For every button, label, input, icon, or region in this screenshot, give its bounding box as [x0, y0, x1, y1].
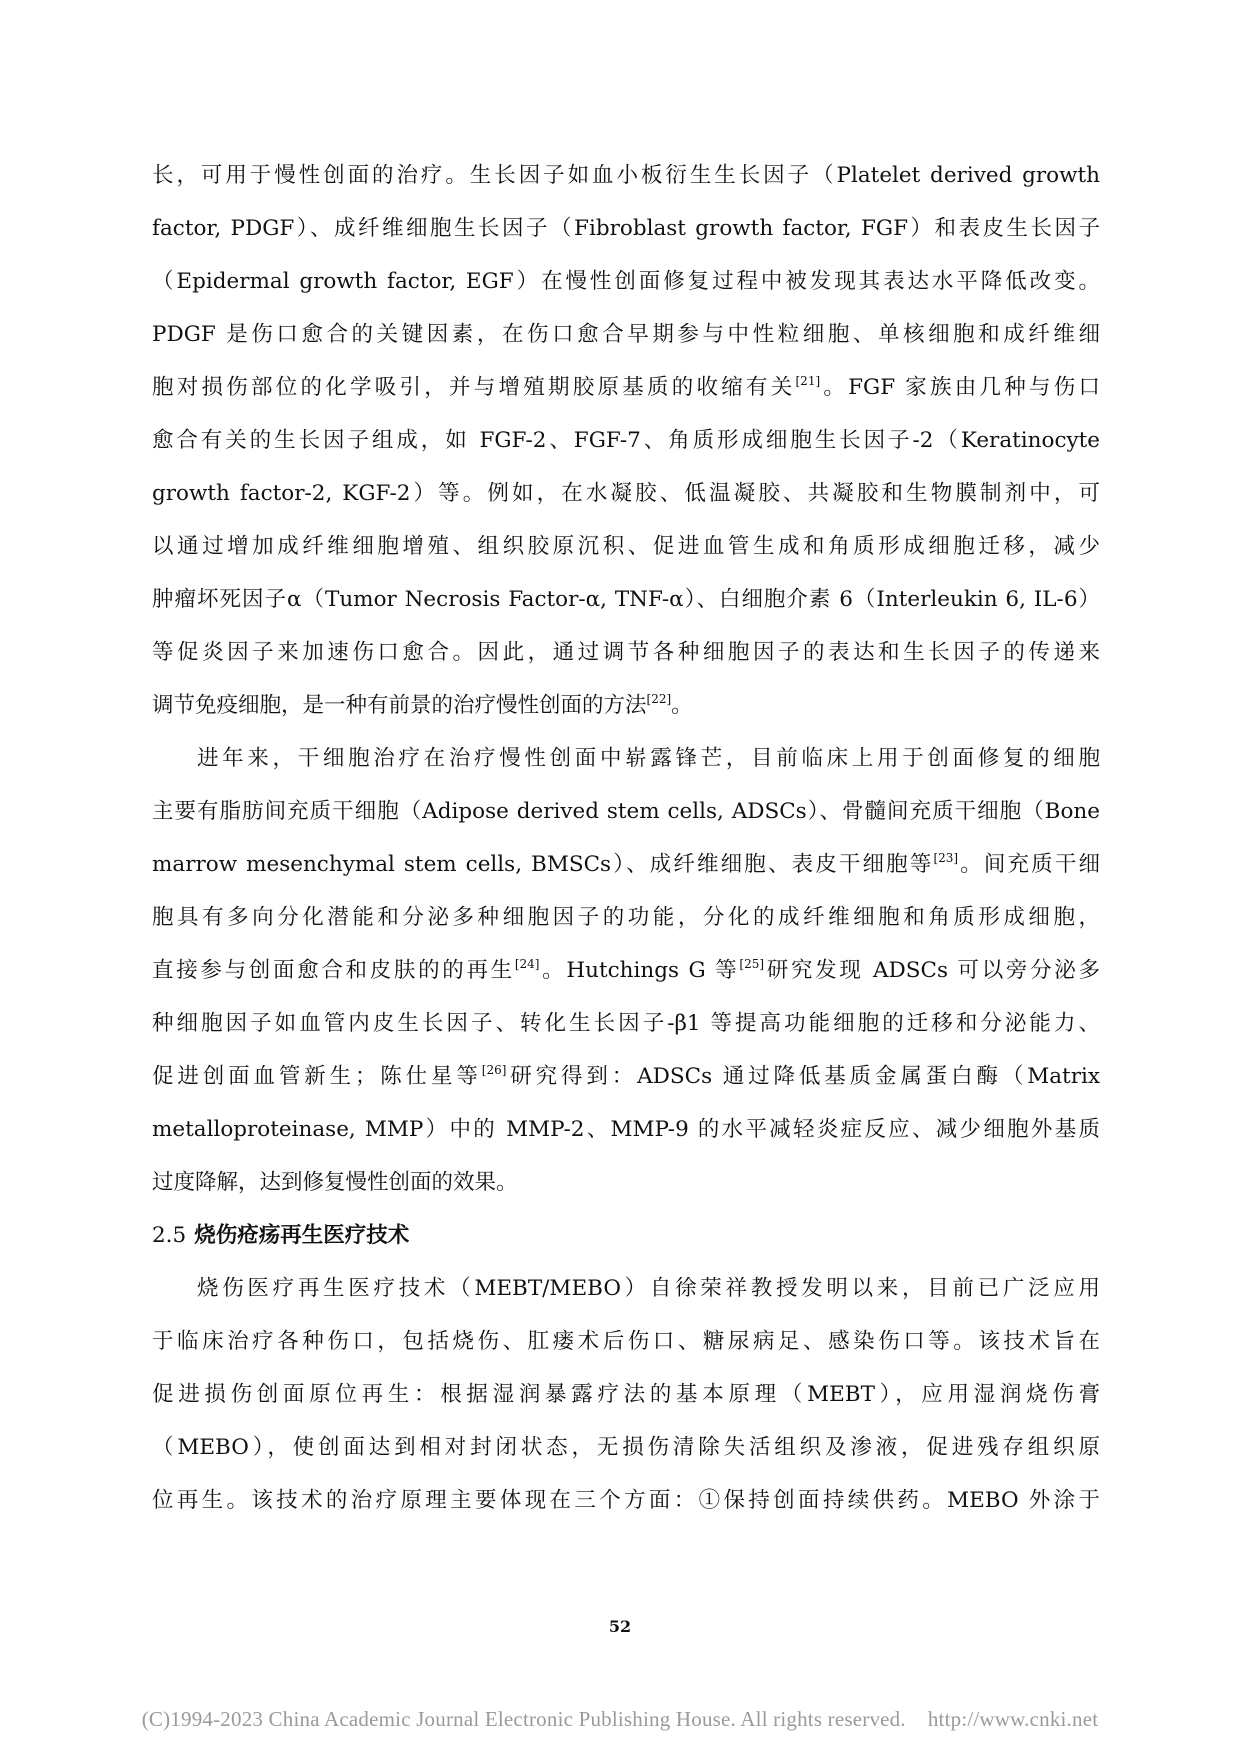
citation-ref[interactable]: [23] — [933, 851, 959, 865]
citation-ref[interactable]: [21] — [795, 374, 821, 388]
text-line: 长，可用于慢性创面的治疗。生长因子如血小板衍生生长因子（Platelet derived growth — [152, 163, 1100, 188]
section-number: 2.5 — [152, 1223, 187, 1248]
text-line: growth factor-2, KGF-2）等。例如，在水凝胶、低温凝胶、共凝胶和生物膜制剂中，可 — [152, 481, 1100, 506]
text-line: 调节免疫细胞，是一种有前景的治疗慢性创面的方法[22]。 — [152, 692, 693, 718]
text-line: 于临床治疗各种伤口，包括烧伤、肛瘘术后伤口、糖尿病足、感染伤口等。该技术旨在 — [152, 1329, 1100, 1354]
text-line: （MEBO），使创面达到相对封闭状态，无损伤清除失活组织及渗液，促进残存组织原 — [152, 1435, 1100, 1460]
citation-ref[interactable]: [22] — [646, 692, 672, 706]
text-line: factor, PDGF）、成纤维细胞生长因子（Fibroblast growth factor, FGF）和表皮生长因子 — [152, 216, 1100, 241]
text-line: 烧伤医疗再生医疗技术（MEBT/MEBO）自徐荣祥教授发明以来，目前已广泛应用 — [197, 1276, 1100, 1301]
text-line: 主要有脂肪间充质干细胞（Adipose derived stem cells, ADSCs）、骨髓间充质干细胞（Bone — [152, 799, 1100, 824]
text-line: 胞对损伤部位的化学吸引，并与增殖期胶原基质的收缩有关[21]。FGF 家族由几种与伤口 — [152, 374, 1100, 400]
citation-ref[interactable]: [26] — [481, 1063, 507, 1077]
text-line: 以通过增加成纤维细胞增殖、组织胶原沉积、促进血管生成和角质形成细胞迁移，减少 — [152, 534, 1100, 559]
text-line: 位再生。该技术的治疗原理主要体现在三个方面：①保持创面持续供药。MEBO 外涂于 — [152, 1488, 1100, 1513]
text-line: 进年来，干细胞治疗在治疗慢性创面中崭露锋芒，目前临床上用于创面修复的细胞 — [197, 746, 1100, 771]
citation-ref[interactable]: [24] — [514, 957, 540, 971]
text-line: （Epidermal growth factor, EGF）在慢性创面修复过程中被发现其表达水平降低改变。 — [152, 269, 1100, 294]
text-line: marrow mesenchymal stem cells, BMSCs）、成纤维细胞、表皮干细胞等[23]。间充质干细 — [152, 851, 1100, 877]
citation-ref[interactable]: [25] — [739, 957, 765, 971]
page-body — [152, 160, 1100, 1538]
text-line: PDGF 是伤口愈合的关键因素，在伤口愈合早期参与中性粒细胞、单核细胞和成纤维细 — [152, 322, 1100, 347]
section-heading — [152, 1220, 1100, 1252]
section-body-text — [152, 1273, 1100, 1517]
text-line: 胞具有多向分化潜能和分泌多种细胞因子的功能，分化的成纤维细胞和角质形成细胞， — [152, 905, 1100, 930]
section-title: 烧伤疮疡再生医疗技术 — [194, 1223, 410, 1248]
text-line: 促进创面血管新生；陈仕星等[26]研究得到：ADSCs 通过降低基质金属蛋白酶（Matrix — [152, 1063, 1100, 1089]
text-line: 种细胞因子如血管内皮生长因子、转化生长因子-β1 等提高功能细胞的迁移和分泌能力、 — [152, 1011, 1100, 1036]
footer-copyright — [0, 1707, 1240, 1732]
copyright-text: (C)1994-2023 China Academic Journal Electronic Publishing House. All rights reserved. — [141, 1707, 906, 1731]
text-line: 等促炎因子来加速伤口愈合。因此，通过调节各种细胞因子的表达和生长因子的传递来 — [152, 640, 1100, 665]
text-line: 肿瘤坏死因子α（Tumor Necrosis Factor-α, TNF-α）、白细胞介素 6（Interleukin 6, IL-6） — [152, 587, 1100, 612]
text-line: 直接参与创面愈合和皮肤的的再生[24]。Hutchings G 等[25]研究发现 ADSCs 可以旁分泌多 — [152, 957, 1100, 983]
body-text — [152, 160, 1100, 1199]
text-line: 愈合有关的生长因子组成，如 FGF-2、FGF-7、角质形成细胞生长因子-2（Keratinocyte — [152, 428, 1100, 453]
text-line: 促进损伤创面原位再生：根据湿润暴露疗法的基本原理（MEBT），应用湿润烧伤膏 — [152, 1382, 1100, 1407]
text-line: 过度降解，达到修复慢性创面的效果。 — [152, 1170, 518, 1195]
text-line: metalloproteinase, MMP）中的 MMP-2、MMP-9 的水平减轻炎症反应、减少细胞外基质 — [152, 1117, 1100, 1142]
footer-url[interactable]: http://www.cnki.net — [927, 1707, 1099, 1731]
page-number: 52 — [608, 1617, 632, 1636]
